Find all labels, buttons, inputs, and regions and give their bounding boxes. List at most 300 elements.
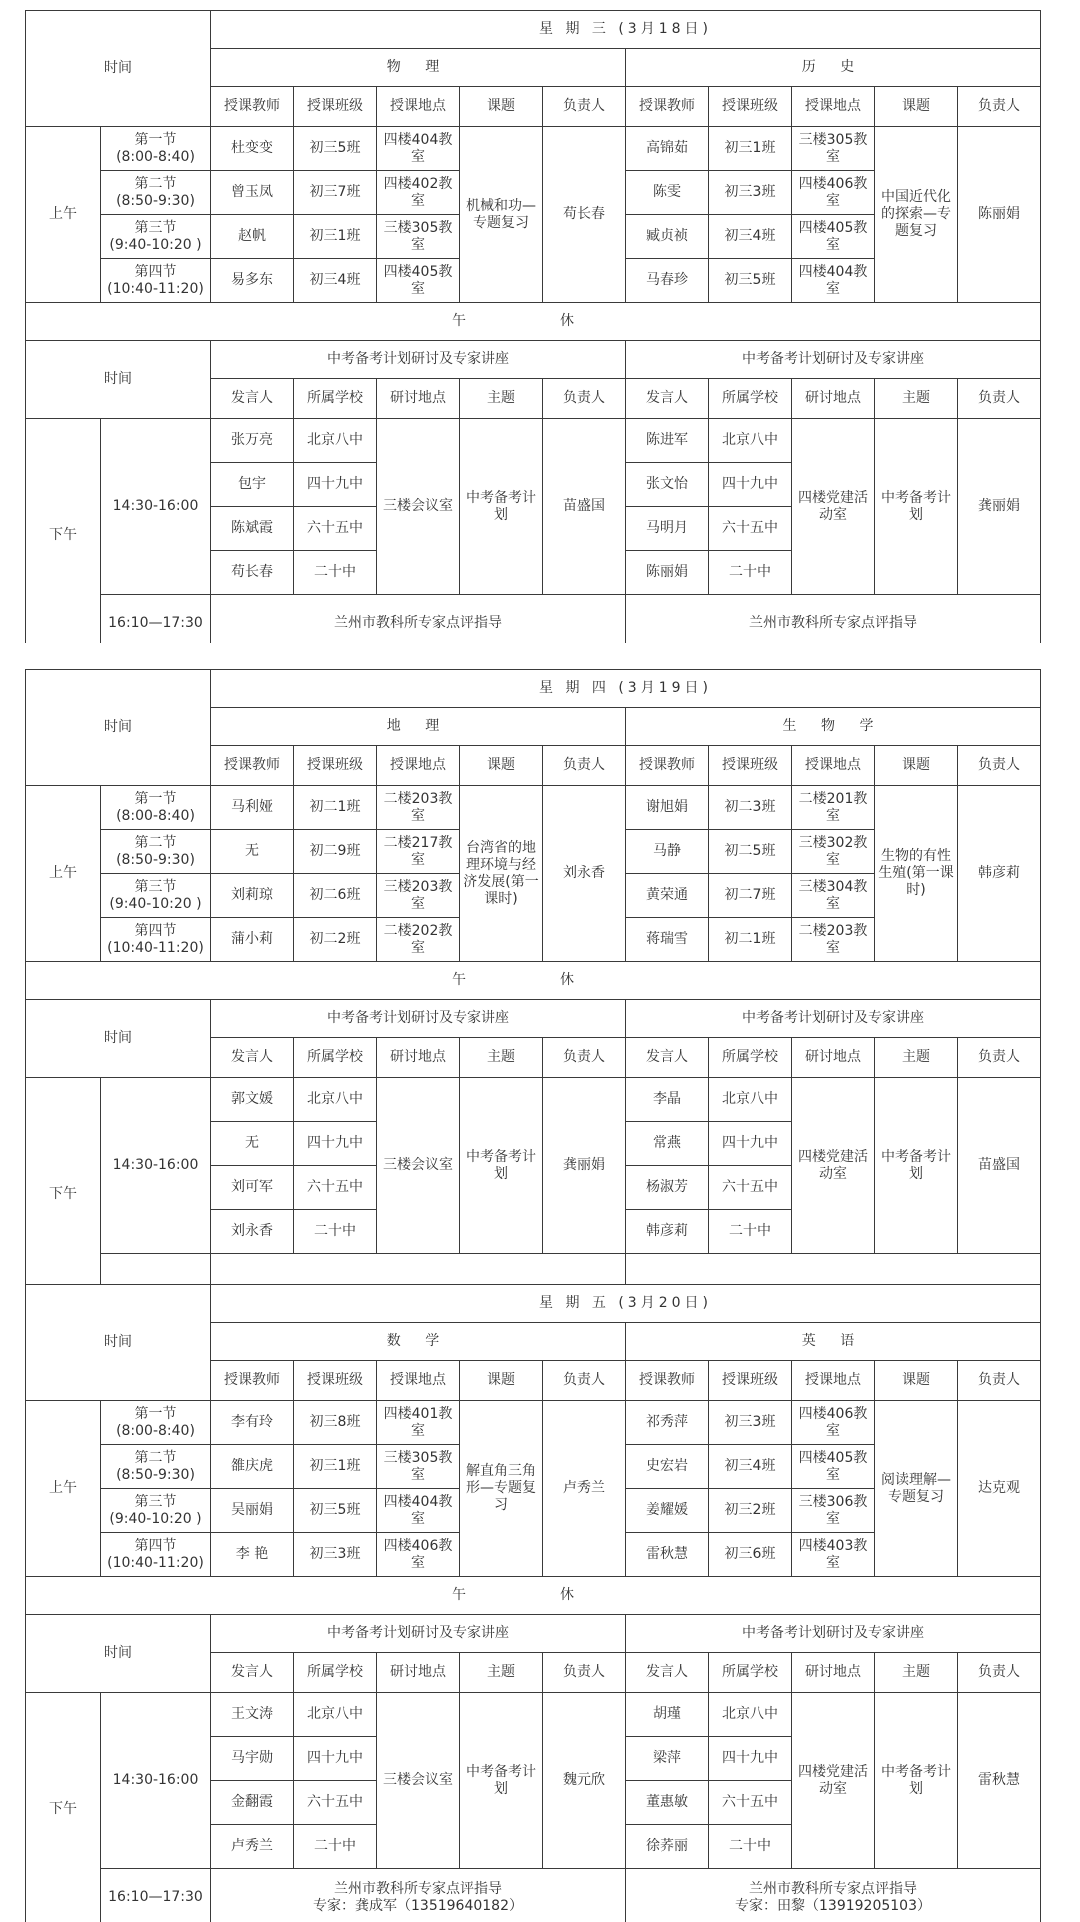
class-cell: 初三1班 (294, 1445, 377, 1489)
column-header: 主题 (460, 379, 543, 419)
owner-cell: 达克观 (958, 1401, 1041, 1577)
column-header: 授课教师 (626, 1361, 709, 1401)
evening-time: 16:10—17:30 (101, 1869, 211, 1922)
room-cell: 二楼202教室 (377, 918, 460, 962)
time-label: 时间 (26, 1000, 211, 1078)
column-header: 所属学校 (709, 379, 792, 419)
lecture-title-left: 中考备考计划研讨及专家讲座 (211, 1615, 626, 1653)
afternoon-time: 14:30-16:00 (101, 419, 211, 595)
empty-cell (101, 1254, 211, 1285)
speaker-cell: 苟长春 (211, 551, 294, 595)
venue-cell: 四楼党建活动室 (792, 1693, 875, 1869)
column-header: 发言人 (626, 379, 709, 419)
column-header: 主题 (460, 1653, 543, 1693)
column-header: 课题 (875, 746, 958, 786)
room-cell: 四楼404教室 (792, 259, 875, 303)
expert-review-title: 兰州市教科所专家点评指导 (334, 1880, 502, 1897)
owner-cell: 韩彦莉 (958, 786, 1041, 962)
time-label: 时间 (26, 1285, 211, 1401)
room-cell: 三楼306教室 (792, 1489, 875, 1533)
class-cell: 初二7班 (709, 874, 792, 918)
column-header: 负责人 (543, 1038, 626, 1078)
table-row (26, 962, 1041, 1000)
schedule-friday (0, 1284, 1080, 1922)
expert-review-title: 兰州市教科所专家点评指导 (749, 1880, 917, 1897)
period-cell (101, 215, 211, 259)
column-header: 授课班级 (294, 1361, 377, 1401)
period-name: 第一节 (134, 790, 177, 807)
subject-right: 英 语 (626, 1323, 1041, 1361)
period-time: (8:00-8:40) (116, 1422, 195, 1439)
period-name: 第一节 (134, 1405, 177, 1422)
lecture-title-right: 中考备考计划研讨及专家讲座 (626, 1000, 1041, 1038)
class-cell: 初三5班 (709, 259, 792, 303)
school-cell: 北京八中 (709, 419, 792, 463)
venue-cell: 三楼会议室 (377, 419, 460, 595)
period-name: 第四节 (134, 263, 177, 280)
theme-cell: 中考备考计划 (875, 1078, 958, 1254)
teacher-cell: 雷秋慧 (626, 1533, 709, 1577)
theme-cell: 中考备考计划 (460, 1693, 543, 1869)
speaker-cell: 杨淑芳 (626, 1166, 709, 1210)
column-header: 所属学校 (294, 1038, 377, 1078)
topic-cell: 解直角三角形—专题复习 (460, 1401, 543, 1577)
room-cell: 四楼405教室 (377, 259, 460, 303)
column-header: 授课班级 (709, 1361, 792, 1401)
class-cell: 初二5班 (709, 830, 792, 874)
period-time: (10:40-11:20) (107, 939, 204, 956)
table-row (26, 1693, 1041, 1737)
speaker-cell: 张万亮 (211, 419, 294, 463)
school-cell: 六十五中 (709, 1781, 792, 1825)
speaker-cell: 张文怡 (626, 463, 709, 507)
school-cell: 二十中 (294, 551, 377, 595)
period-time: (8:00-8:40) (116, 807, 195, 824)
subject-right: 历 史 (626, 49, 1041, 87)
table-row (26, 1078, 1041, 1122)
teacher-cell: 李 艳 (211, 1533, 294, 1577)
owner-cell: 卢秀兰 (543, 1401, 626, 1577)
period-time: (10:40-11:20) (107, 1554, 204, 1571)
column-header: 课题 (875, 1361, 958, 1401)
speaker-cell: 郭文媛 (211, 1078, 294, 1122)
column-header: 负责人 (958, 379, 1041, 419)
speaker-cell: 陈斌霞 (211, 507, 294, 551)
owner-cell: 雷秋慧 (958, 1693, 1041, 1869)
period-cell (101, 786, 211, 830)
column-header: 发言人 (626, 1653, 709, 1693)
school-cell: 四十九中 (709, 1737, 792, 1781)
room-cell: 四楼401教室 (377, 1401, 460, 1445)
column-header: 课题 (460, 87, 543, 127)
class-cell: 初二1班 (709, 918, 792, 962)
room-cell: 四楼402教室 (377, 171, 460, 215)
speaker-cell: 马宇勋 (211, 1737, 294, 1781)
teacher-cell: 刘莉琼 (211, 874, 294, 918)
school-cell: 六十五中 (294, 1166, 377, 1210)
column-header: 授课班级 (294, 87, 377, 127)
afternoon-label: 下午 (26, 1693, 101, 1922)
class-cell: 初三8班 (294, 1401, 377, 1445)
class-cell: 初三4班 (709, 1445, 792, 1489)
speaker-cell: 常燕 (626, 1122, 709, 1166)
schedule-table-wednesday (25, 10, 1041, 643)
column-header: 发言人 (211, 1038, 294, 1078)
noon-break: 午 休 (26, 1577, 1041, 1615)
room-cell: 四楼406教室 (792, 171, 875, 215)
column-header: 授课教师 (626, 87, 709, 127)
teacher-cell: 马春珍 (626, 259, 709, 303)
class-cell: 初三5班 (294, 127, 377, 171)
expert-contact: 专家：龚成军（13519640182） (313, 1897, 523, 1914)
table-row (26, 1000, 1041, 1038)
period-time: (8:50-9:30) (116, 192, 195, 209)
teacher-cell: 马静 (626, 830, 709, 874)
lecture-title-left: 中考备考计划研讨及专家讲座 (211, 341, 626, 379)
school-cell: 北京八中 (709, 1693, 792, 1737)
column-header: 所属学校 (709, 1653, 792, 1693)
column-header: 发言人 (626, 1038, 709, 1078)
column-header: 课题 (460, 1361, 543, 1401)
column-header: 授课地点 (792, 746, 875, 786)
class-cell: 初三1班 (709, 127, 792, 171)
topic-cell: 机械和功—专题复习 (460, 127, 543, 303)
period-name: 第四节 (134, 1537, 177, 1554)
expert-review-title: 兰州市教科所专家点评指导 (334, 615, 502, 631)
class-cell: 初三2班 (709, 1489, 792, 1533)
column-header: 主题 (875, 1653, 958, 1693)
column-header: 负责人 (958, 1038, 1041, 1078)
teacher-cell: 黄荣通 (626, 874, 709, 918)
speaker-cell: 徐荞丽 (626, 1825, 709, 1869)
theme-cell: 中考备考计划 (875, 1693, 958, 1869)
evening-time: 16:10—17:30 (101, 595, 211, 644)
speaker-cell: 金翻霞 (211, 1781, 294, 1825)
speaker-cell: 陈进军 (626, 419, 709, 463)
teacher-cell: 赵帆 (211, 215, 294, 259)
class-cell: 初二2班 (294, 918, 377, 962)
column-header: 负责人 (543, 379, 626, 419)
expert-review-cell (626, 595, 1041, 644)
noon-break: 午 休 (26, 303, 1041, 341)
teacher-cell: 吴丽娟 (211, 1489, 294, 1533)
day-title: 星 期 五 (3月20日) (211, 1285, 1041, 1323)
school-cell: 四十九中 (709, 463, 792, 507)
column-header: 负责人 (543, 746, 626, 786)
column-header: 授课教师 (211, 87, 294, 127)
speaker-cell: 刘永香 (211, 1210, 294, 1254)
morning-label: 上午 (26, 1401, 101, 1577)
lecture-title-right: 中考备考计划研讨及专家讲座 (626, 1615, 1041, 1653)
table-row (26, 595, 1041, 644)
speaker-cell: 王文涛 (211, 1693, 294, 1737)
table-row (26, 786, 1041, 830)
table-row (26, 303, 1041, 341)
school-cell: 北京八中 (709, 1078, 792, 1122)
school-cell: 二十中 (709, 1825, 792, 1869)
teacher-cell: 雒庆虎 (211, 1445, 294, 1489)
column-header: 授课班级 (709, 746, 792, 786)
segment-gap (0, 643, 1080, 669)
period-cell (101, 1489, 211, 1533)
class-cell: 初三3班 (709, 171, 792, 215)
school-cell: 四十九中 (294, 1737, 377, 1781)
schedule-wednesday (0, 0, 1080, 643)
morning-label: 上午 (26, 127, 101, 303)
column-header: 研讨地点 (377, 1653, 460, 1693)
class-cell: 初二1班 (294, 786, 377, 830)
school-cell: 四十九中 (294, 463, 377, 507)
school-cell: 二十中 (709, 1210, 792, 1254)
column-header: 研讨地点 (792, 1038, 875, 1078)
owner-cell: 刘永香 (543, 786, 626, 962)
class-cell: 初三3班 (709, 1401, 792, 1445)
period-time: (8:00-8:40) (116, 148, 195, 165)
teacher-cell: 杜变变 (211, 127, 294, 171)
venue-cell: 四楼党建活动室 (792, 1078, 875, 1254)
period-name: 第二节 (134, 834, 177, 851)
teacher-cell: 马利娅 (211, 786, 294, 830)
teacher-cell: 蒋瑞雪 (626, 918, 709, 962)
period-name: 第二节 (134, 1449, 177, 1466)
period-time: (9:40-10:20 ) (109, 236, 202, 253)
school-cell: 二十中 (294, 1825, 377, 1869)
column-header: 研讨地点 (377, 379, 460, 419)
table-row (26, 419, 1041, 463)
column-header: 所属学校 (709, 1038, 792, 1078)
noon-break: 午 休 (26, 962, 1041, 1000)
owner-cell: 苗盛国 (543, 419, 626, 595)
column-header: 课题 (460, 746, 543, 786)
venue-cell: 四楼党建活动室 (792, 419, 875, 595)
class-cell: 初三6班 (709, 1533, 792, 1577)
table-row (26, 1401, 1041, 1445)
table-row (26, 1615, 1041, 1653)
column-header: 负责人 (958, 1361, 1041, 1401)
expert-review-cell (626, 1869, 1041, 1922)
school-cell: 二十中 (294, 1210, 377, 1254)
day-title: 星 期 四 (3月19日) (211, 670, 1041, 708)
period-cell (101, 874, 211, 918)
speaker-cell: 包宇 (211, 463, 294, 507)
speaker-cell: 陈丽娟 (626, 551, 709, 595)
column-header: 发言人 (211, 1653, 294, 1693)
school-cell: 六十五中 (294, 1781, 377, 1825)
subject-left: 物 理 (211, 49, 626, 87)
class-cell: 初三5班 (294, 1489, 377, 1533)
room-cell: 四楼405教室 (792, 1445, 875, 1489)
room-cell: 四楼406教室 (377, 1533, 460, 1577)
school-cell: 北京八中 (294, 1078, 377, 1122)
column-header: 负责人 (958, 746, 1041, 786)
period-name: 第四节 (134, 922, 177, 939)
column-header: 所属学校 (294, 1653, 377, 1693)
speaker-cell: 李晶 (626, 1078, 709, 1122)
room-cell: 四楼403教室 (792, 1533, 875, 1577)
period-name: 第三节 (134, 1493, 177, 1510)
column-header: 负责人 (543, 1361, 626, 1401)
speaker-cell: 无 (211, 1122, 294, 1166)
column-header: 授课地点 (377, 1361, 460, 1401)
morning-label: 上午 (26, 786, 101, 962)
theme-cell: 中考备考计划 (460, 1078, 543, 1254)
period-cell (101, 918, 211, 962)
column-header: 授课地点 (792, 87, 875, 127)
school-cell: 北京八中 (294, 1693, 377, 1737)
period-cell (101, 1533, 211, 1577)
table-row (26, 11, 1041, 49)
table-row (26, 670, 1041, 708)
period-time: (8:50-9:30) (116, 851, 195, 868)
room-cell: 三楼305教室 (377, 1445, 460, 1489)
afternoon-label: 下午 (26, 1078, 101, 1285)
column-header: 授课班级 (294, 746, 377, 786)
afternoon-time: 14:30-16:00 (101, 1693, 211, 1869)
column-header: 负责人 (958, 87, 1041, 127)
class-cell: 初二9班 (294, 830, 377, 874)
room-cell: 四楼405教室 (792, 215, 875, 259)
expert-review-title: 兰州市教科所专家点评指导 (749, 615, 917, 631)
period-name: 第三节 (134, 878, 177, 895)
column-header: 研讨地点 (377, 1038, 460, 1078)
room-cell: 三楼203教室 (377, 874, 460, 918)
period-cell (101, 171, 211, 215)
column-header: 主题 (460, 1038, 543, 1078)
theme-cell: 中考备考计划 (460, 419, 543, 595)
topic-cell: 阅读理解—专题复习 (875, 1401, 958, 1577)
period-time: (9:40-10:20 ) (109, 895, 202, 912)
class-cell: 初二6班 (294, 874, 377, 918)
class-cell: 初二3班 (709, 786, 792, 830)
teacher-cell: 史宏岩 (626, 1445, 709, 1489)
owner-cell: 魏元欣 (543, 1693, 626, 1869)
period-name: 第二节 (134, 175, 177, 192)
speaker-cell: 董惠敏 (626, 1781, 709, 1825)
subject-right: 生 物 学 (626, 708, 1041, 746)
school-cell: 四十九中 (294, 1122, 377, 1166)
column-header: 所属学校 (294, 379, 377, 419)
column-header: 负责人 (958, 1653, 1041, 1693)
table-row (26, 127, 1041, 171)
empty-cell (626, 1254, 1041, 1285)
time-label: 时间 (26, 341, 211, 419)
column-header: 课题 (875, 87, 958, 127)
owner-cell: 陈丽娟 (958, 127, 1041, 303)
speaker-cell: 卢秀兰 (211, 1825, 294, 1869)
period-cell (101, 1445, 211, 1489)
period-cell (101, 830, 211, 874)
column-header: 授课地点 (377, 746, 460, 786)
time-label: 时间 (26, 1615, 211, 1693)
venue-cell: 三楼会议室 (377, 1078, 460, 1254)
column-header: 研讨地点 (792, 1653, 875, 1693)
room-cell: 二楼203教室 (792, 918, 875, 962)
period-time: (9:40-10:20 ) (109, 1510, 202, 1527)
class-cell: 初三7班 (294, 171, 377, 215)
expert-contact: 专家：田黎（13919205103） (735, 1897, 931, 1914)
column-header: 授课教师 (626, 746, 709, 786)
day-title: 星 期 三 (3月18日) (211, 11, 1041, 49)
room-cell: 三楼305教室 (377, 215, 460, 259)
column-header: 主题 (875, 379, 958, 419)
teacher-cell: 李有玲 (211, 1401, 294, 1445)
schedule-table-thursday (25, 669, 1041, 1284)
speaker-cell: 胡瑾 (626, 1693, 709, 1737)
time-label: 时间 (26, 670, 211, 786)
topic-cell: 生物的有性生殖(第一课时) (875, 786, 958, 962)
school-cell: 六十五中 (294, 507, 377, 551)
period-name: 第三节 (134, 219, 177, 236)
teacher-cell: 臧贞祯 (626, 215, 709, 259)
speaker-cell: 梁萍 (626, 1737, 709, 1781)
table-row (26, 341, 1041, 379)
class-cell: 初三4班 (294, 259, 377, 303)
topic-cell: 台湾省的地理环境与经济发展(第一课时) (460, 786, 543, 962)
schedule-thursday (0, 669, 1080, 1284)
owner-cell: 龚丽娟 (958, 419, 1041, 595)
room-cell: 二楼217教室 (377, 830, 460, 874)
expert-review-cell (211, 595, 626, 644)
speaker-cell: 马明月 (626, 507, 709, 551)
teacher-cell: 姜耀媛 (626, 1489, 709, 1533)
column-header: 授课教师 (211, 1361, 294, 1401)
owner-cell: 龚丽娟 (543, 1078, 626, 1254)
school-cell: 六十五中 (709, 1166, 792, 1210)
teacher-cell: 无 (211, 830, 294, 874)
venue-cell: 三楼会议室 (377, 1693, 460, 1869)
period-cell (101, 1401, 211, 1445)
theme-cell: 中考备考计划 (875, 419, 958, 595)
room-cell: 二楼203教室 (377, 786, 460, 830)
column-header: 负责人 (543, 1653, 626, 1693)
teacher-cell: 高锦茹 (626, 127, 709, 171)
room-cell: 二楼201教室 (792, 786, 875, 830)
lecture-title-right: 中考备考计划研讨及专家讲座 (626, 341, 1041, 379)
expert-review-cell (211, 1869, 626, 1922)
school-cell: 六十五中 (709, 507, 792, 551)
table-row (26, 1577, 1041, 1615)
column-header: 授课班级 (709, 87, 792, 127)
column-header: 授课地点 (792, 1361, 875, 1401)
period-time: (8:50-9:30) (116, 1466, 195, 1483)
room-cell: 三楼302教室 (792, 830, 875, 874)
teacher-cell: 祁秀萍 (626, 1401, 709, 1445)
teacher-cell: 易多东 (211, 259, 294, 303)
school-cell: 二十中 (709, 551, 792, 595)
speaker-cell: 刘可军 (211, 1166, 294, 1210)
room-cell: 四楼404教室 (377, 1489, 460, 1533)
teacher-cell: 陈雯 (626, 171, 709, 215)
school-cell: 四十九中 (709, 1122, 792, 1166)
class-cell: 初三1班 (294, 215, 377, 259)
period-name: 第一节 (134, 131, 177, 148)
class-cell: 初三4班 (709, 215, 792, 259)
owner-cell: 苟长春 (543, 127, 626, 303)
teacher-cell: 谢旭娟 (626, 786, 709, 830)
room-cell: 三楼305教室 (792, 127, 875, 171)
lecture-title-left: 中考备考计划研讨及专家讲座 (211, 1000, 626, 1038)
subject-left: 数 学 (211, 1323, 626, 1361)
afternoon-time: 14:30-16:00 (101, 1078, 211, 1254)
empty-cell (211, 1254, 626, 1285)
room-cell: 四楼406教室 (792, 1401, 875, 1445)
table-row (26, 1869, 1041, 1922)
class-cell: 初三3班 (294, 1533, 377, 1577)
period-time: (10:40-11:20) (107, 280, 204, 297)
teacher-cell: 蒲小莉 (211, 918, 294, 962)
column-header: 研讨地点 (792, 379, 875, 419)
period-cell (101, 259, 211, 303)
